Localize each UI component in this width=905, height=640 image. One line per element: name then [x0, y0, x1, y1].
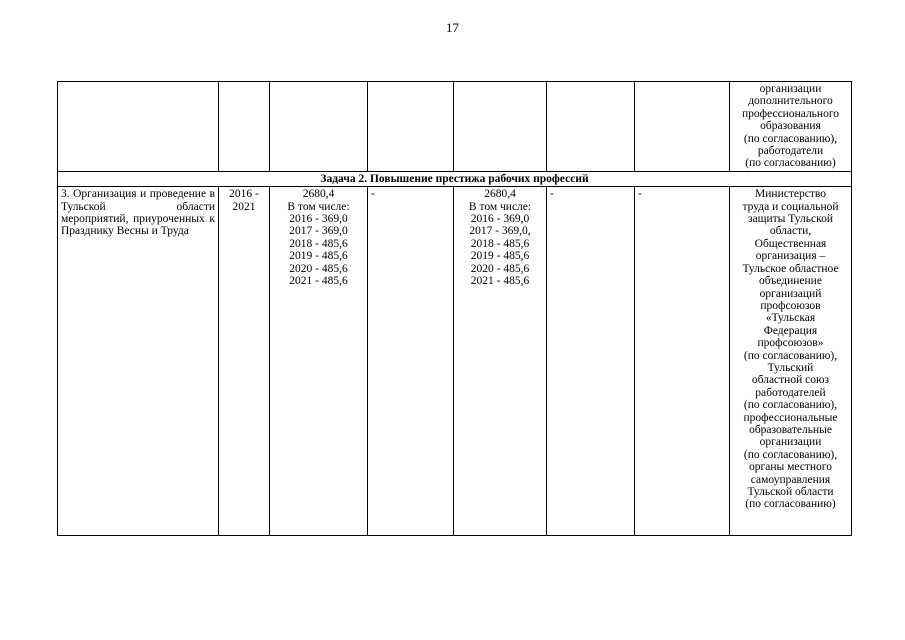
executor-line: (по согласованию)	[745, 157, 836, 170]
funding-line: 2680,4	[302, 188, 335, 201]
cell-regional-funding	[454, 187, 547, 536]
funding-line: 2019 - 485,6	[470, 250, 530, 263]
executor-line: объединение	[759, 275, 822, 288]
section-heading-row	[58, 171, 852, 186]
funding-line: 2020 - 485,6	[289, 262, 348, 275]
cell-empty	[219, 82, 270, 172]
funding-line: 2021 - 485,6	[470, 275, 530, 288]
funding-line: 2018 - 485,6	[289, 237, 348, 250]
executor-line: Общественная	[754, 237, 827, 250]
executor-line: (по согласованию),	[743, 349, 838, 362]
funding-line: 2017 - 369,0	[289, 225, 348, 238]
executor-line: защиты Тульской	[748, 213, 833, 226]
executor-line: самоуправления	[750, 473, 831, 486]
executor-line: организации	[759, 83, 822, 95]
funding-line: 2019 - 485,6	[289, 250, 348, 263]
cell-activity-name: 3. Организация и проведение в Тульской области мероприятий, приуроченных к Празднику Весны и Труда	[58, 187, 219, 536]
executor-line: профсоюзов»	[757, 337, 824, 350]
executor-line: области,	[769, 225, 812, 238]
cell-total-funding	[270, 187, 368, 536]
program-table	[57, 81, 852, 536]
funding-line: 2017 - 369,0,	[469, 225, 531, 238]
executor-line: образовательные	[749, 423, 832, 436]
executor-line: профсоюзов	[760, 299, 821, 312]
executor-line: профессиональные	[743, 411, 838, 424]
section-heading: Задача 2. Повышение престижа рабочих профессий	[58, 171, 852, 186]
page-number: 17	[446, 20, 459, 35]
executor-line: Министерство	[755, 188, 826, 201]
funding-line: В том числе:	[287, 200, 350, 213]
funding-line: 2016 - 369,0	[289, 213, 348, 226]
executor-line: Тульской области	[747, 486, 834, 498]
executor-line: «Тульская	[765, 312, 816, 325]
executor-line: областной союз	[751, 374, 830, 387]
cell-executors	[730, 187, 852, 536]
funding-line: В том числе:	[468, 200, 532, 213]
executor-line: (по согласованию),	[743, 399, 838, 412]
funding-line: 2020 - 485,6	[470, 262, 530, 275]
executor-line: Тульский	[767, 361, 814, 374]
executor-line: организации	[759, 436, 822, 449]
cell-other-funding: -	[635, 187, 730, 536]
period-start: 2016 -	[229, 188, 259, 201]
cell-federal-funding: -	[368, 187, 454, 536]
executor-line: (по согласованию)	[745, 498, 836, 511]
cell-empty	[547, 82, 635, 172]
cell-empty	[635, 82, 730, 172]
executor-line: Федерация	[763, 324, 818, 337]
executor-line: работодателей	[755, 386, 826, 399]
cell-period	[219, 187, 270, 536]
cell-local-funding: -	[547, 187, 635, 536]
executor-line: труда и социальной	[742, 200, 839, 213]
period-end: 2021	[232, 200, 256, 213]
cell-empty	[270, 82, 368, 172]
executor-line: (по согласованию),	[743, 132, 838, 145]
table-row-continuation	[58, 82, 852, 172]
executor-line: дополнительного	[748, 95, 833, 108]
funding-line: 2680,4	[484, 188, 516, 201]
executor-line: организаций	[759, 287, 822, 300]
executor-line: (по согласованию),	[743, 448, 838, 461]
cell-empty	[368, 82, 454, 172]
funding-line: 2021 - 485,6	[289, 275, 348, 288]
funding-line: 2018 - 485,6	[470, 237, 530, 250]
executor-line: организация –	[755, 250, 826, 263]
executor-line: Тульское областное	[742, 262, 839, 275]
cell-executors-continued	[730, 82, 852, 172]
executor-line: образования	[760, 120, 821, 133]
table-row-item-3	[58, 187, 852, 536]
cell-empty	[58, 82, 219, 172]
executor-line: органы местного	[749, 461, 832, 474]
cell-empty	[454, 82, 547, 172]
funding-line: 2016 - 369,0	[470, 213, 530, 226]
executor-line: работодатели	[757, 145, 824, 158]
executor-line: профессионального	[741, 107, 840, 120]
